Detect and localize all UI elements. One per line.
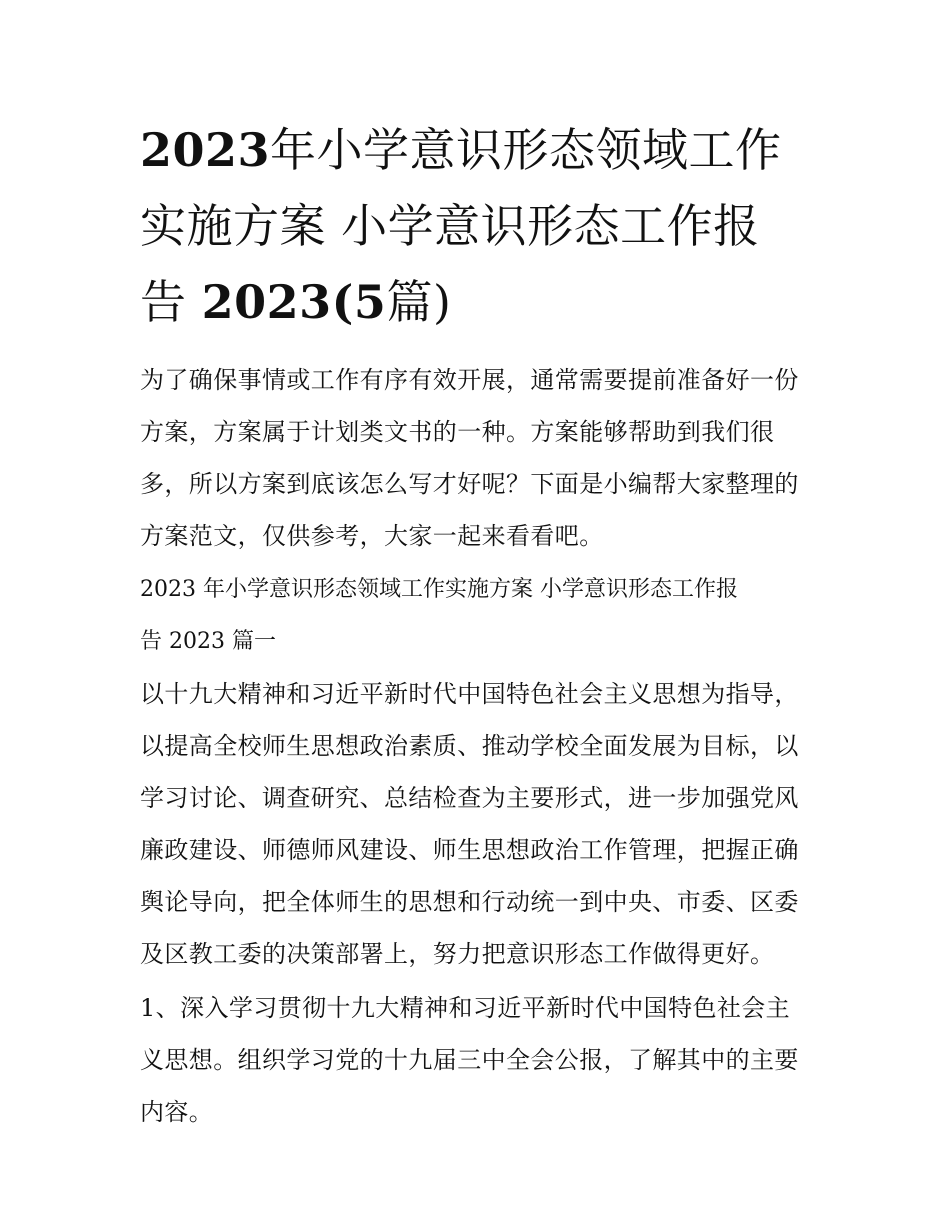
- body-line: 以提高全校师生思想政治素质、推动学校全面发展为目标，以: [140, 732, 799, 760]
- title-line-2: [140, 188, 812, 264]
- body-line: 以十九大精神和习近平新时代中国特色社会主义思想为指导，: [140, 680, 799, 708]
- title-year: 2023: [140, 123, 271, 177]
- document-content: [140, 112, 812, 1138]
- title-line-1: [140, 112, 812, 188]
- list-item-line: 内容。: [140, 1098, 214, 1126]
- section-heading-line: 告 2023 篇一: [140, 629, 276, 654]
- title-text: 实施方案 小学意识形态工作报: [140, 199, 760, 253]
- list-item-paragraph: [140, 982, 812, 1138]
- intro-line: 方案，方案属于计划类文书的一种。方案能够帮助到我们很: [140, 418, 775, 446]
- title-text: 年小学意识形态领域工作: [270, 123, 782, 177]
- intro-line: 方案范文，仅供参考，大家一起来看看吧。: [140, 522, 604, 550]
- section-heading-line: 2023 年小学意识形态领域工作实施方案 小学意识形态工作报: [140, 577, 738, 602]
- list-item-line: 1、深入学习贯彻十九大精神和习近平新时代中国特色社会主: [140, 994, 791, 1022]
- body-line: 舆论导向，把全体师生的思想和行动统一到中央、市委、区委: [140, 888, 799, 916]
- title-year-count: 2023(5: [201, 275, 387, 329]
- body-paragraph: [140, 668, 812, 980]
- body-line: 廉政建设、师德师风建设、师生思想政治工作管理，把握正确: [140, 836, 799, 864]
- section-heading: [140, 564, 812, 668]
- document-title: [140, 112, 812, 340]
- title-text: 告: [140, 275, 202, 329]
- title-tail: 篇): [386, 275, 452, 329]
- list-item-line: 义思想。组织学习党的十九届三中全会公报，了解其中的主要: [140, 1046, 799, 1074]
- body-line: 及区教工委的决策部署上，努力把意识形态工作做得更好。: [140, 940, 775, 968]
- body-line: 学习讨论、调查研究、总结检查为主要形式，进一步加强党风: [140, 784, 799, 812]
- intro-line: 为了确保事情或工作有序有效开展，通常需要提前准备好一份: [140, 366, 799, 394]
- title-line-3: [140, 264, 812, 340]
- intro-line: 多，所以方案到底该怎么写才好呢？下面是小编帮大家整理的: [140, 470, 799, 498]
- intro-paragraph: [140, 354, 812, 562]
